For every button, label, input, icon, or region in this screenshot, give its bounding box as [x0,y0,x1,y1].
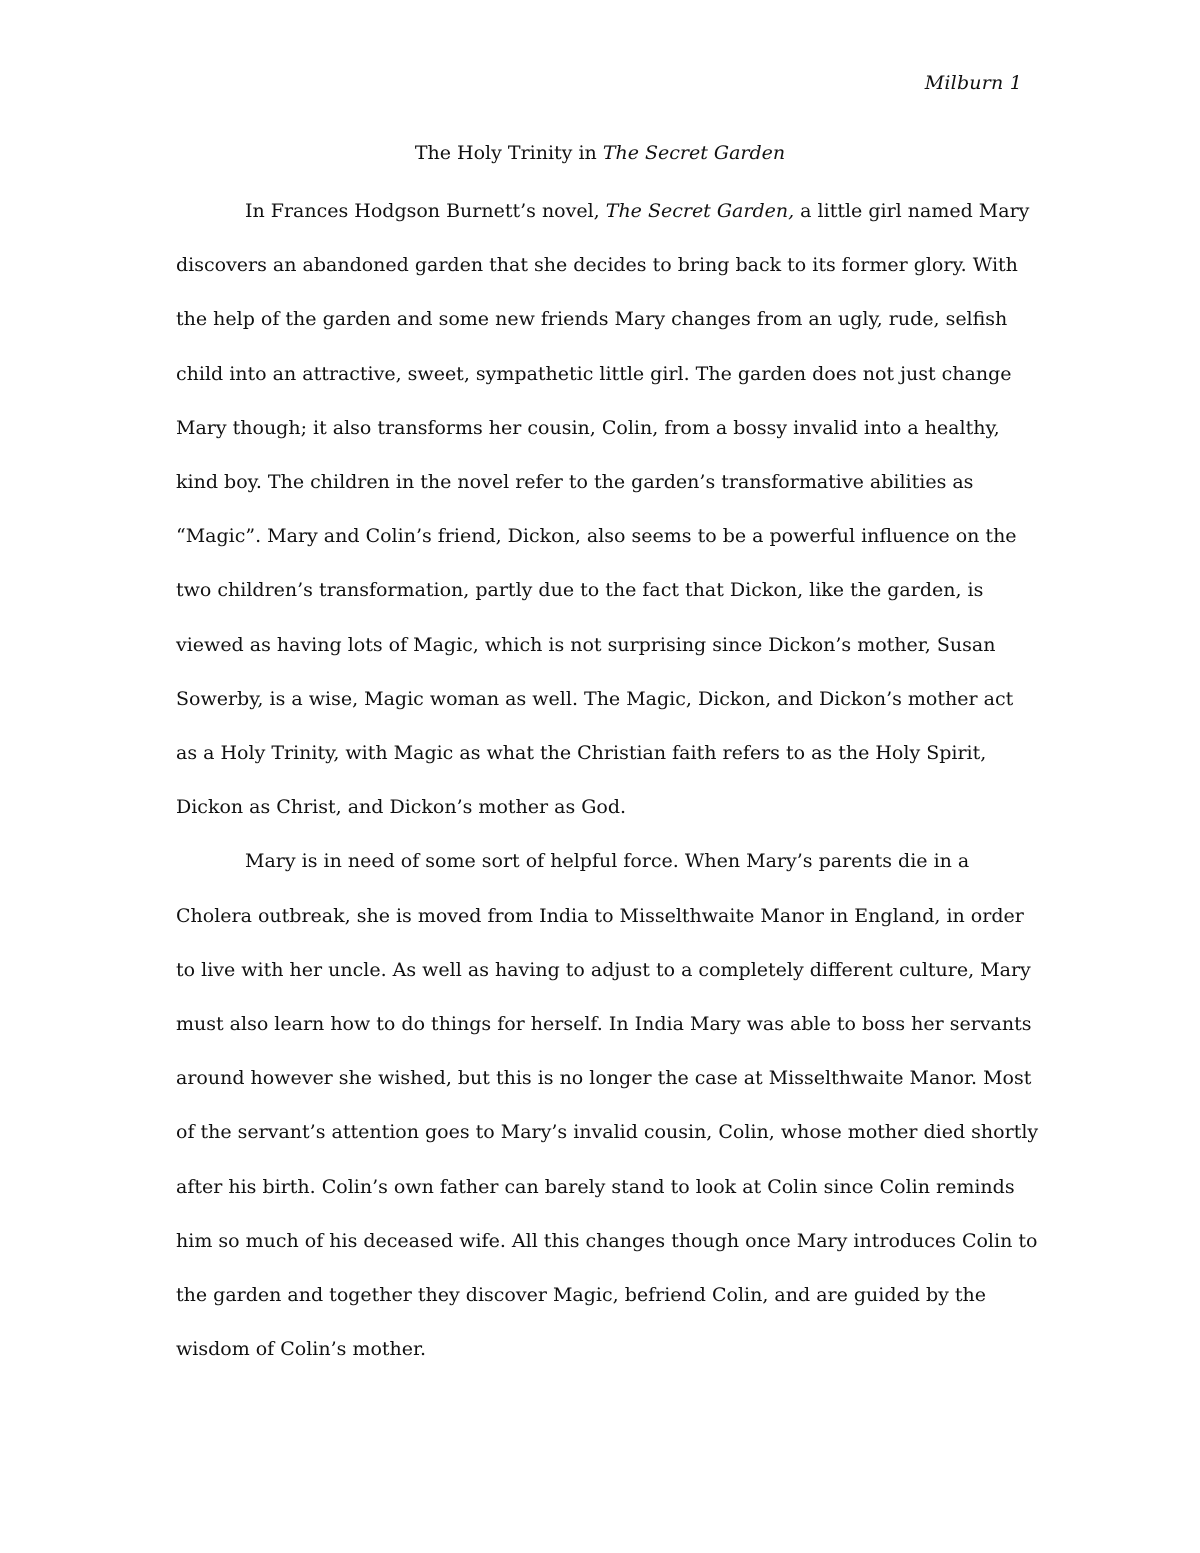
p2-line-6: of the servant’s attention goes to Mary’s invalid cousin, Colin, whose mother died shortly [176,1121,1039,1144]
p2-line-8: him so much of his deceased wife. All this changes though once Mary introduces Colin to [176,1229,1038,1252]
p1-line-1-book: The Secret Garden, [605,200,795,222]
p2-line-7: after his birth. Colin’s own father can barely stand to look at Colin since Colin reminds [176,1175,1015,1198]
p1-line-5: Mary though; it also transforms her cousin, Colin, from a bossy invalid into a healthy, [176,416,1000,439]
essay-body [176,184,1039,1376]
p1-line-12: Dickon as Christ, and Dickon’s mother as God. [176,796,627,819]
p2-line-1: Mary is in need of some sort of helpful force. When Mary’s parents die in a [245,850,970,873]
p2-line-2: Cholera outbreak, she is moved from India to Misselthwaite Manor in England, in order [176,904,1024,927]
p2-line-5: around however she wished, but this is no longer the case at Misselthwaite Manor. Most [176,1067,1032,1090]
p1-line-10: Sowerby, is a wise, Magic woman as well. The Magic, Dickon, and Dickon’s mother act [176,687,1014,710]
running-head-text: Milburn 1 [924,72,1022,94]
essay-title [0,142,1200,164]
p2-line-10: wisdom of Colin’s mother. [176,1338,427,1361]
p2-line-9: the garden and together they discover Magic, befriend Colin, and are guided by the [176,1284,987,1307]
title-prefix: The Holy Trinity in [414,142,603,164]
p1-line-7: “Magic”. Mary and Colin’s friend, Dickon, also seems to be a powerful influence on the [176,525,1017,548]
paragraph-2 [176,834,1039,1376]
running-head [925,72,1022,94]
p1-line-1a: In Frances Hodgson Burnett’s novel, [245,200,606,222]
p1-line-6: kind boy. The children in the novel refer to the garden’s transformative abilities as [176,471,974,494]
p2-line-4: must also learn how to do things for herself. In India Mary was able to boss her servants [176,1013,1032,1036]
p1-line-4: child into an attractive, sweet, sympathetic little girl. The garden does not just change [176,362,1012,385]
p1-line-1b: a little girl named Mary [794,200,1030,222]
paragraph-1 [176,184,1036,834]
p2-line-3: to live with her uncle. As well as having to adjust to a completely different culture, Mary [176,958,1031,981]
p1-line-3: the help of the garden and some new friends Mary changes from an ugly, rude, selfish [176,308,1008,331]
p1-line-11: as a Holy Trinity, with Magic as what the Christian faith refers to as the Holy Spirit, [176,742,987,765]
title-book: The Secret Garden [602,142,786,164]
p1-line-8: two children’s transformation, partly due to the fact that Dickon, like the garden, is [176,579,984,602]
p1-line-2: discovers an abandoned garden that she decides to bring back to its former glory. With [176,254,1018,277]
p1-line-9: viewed as having lots of Magic, which is not surprising since Dickon’s mother, Susan [176,633,996,656]
